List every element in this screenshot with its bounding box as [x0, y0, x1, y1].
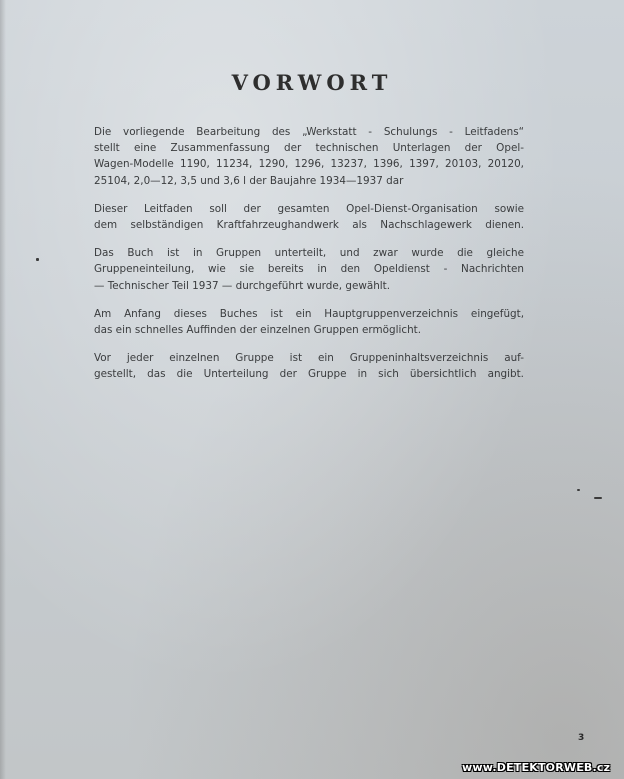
paragraph-1	[94, 124, 524, 189]
text-line: das ein schnelles Auffinden der einzelnen Gruppen ermöglicht.	[94, 324, 422, 337]
paragraph-2	[94, 201, 524, 233]
text-line: Das Buch ist in Gruppen unterteilt, und zwar wurde die gleiche	[94, 247, 524, 260]
watermark: www.DETEKTORWEB.cz	[462, 761, 611, 774]
text-line: 25104, 2,0—12, 3,5 und 3,6 l der Baujahre 1934—1937 dar	[94, 174, 404, 187]
paragraph-5	[94, 350, 524, 382]
text-line: Dieser Leitfaden soll der gesamten Opel-Dienst-Organisation sowie	[94, 202, 524, 215]
ink-speck	[594, 497, 602, 499]
page-number: 3	[578, 733, 585, 743]
paragraph-4	[94, 306, 524, 338]
paragraph-3	[94, 245, 524, 294]
text-line: Die vorliegende Bearbeitung des „Werkstatt - Schulungs - Leitfadens“	[94, 126, 524, 138]
foreword-body	[94, 124, 524, 395]
page-fold-shadow	[0, 0, 6, 779]
page-title: VORWORT	[231, 70, 393, 95]
ink-speck	[36, 258, 39, 261]
text-line: stellt eine Zusammenfassung der technischen Unterlagen der Opel-	[94, 142, 524, 155]
text-line: — Technischer Teil 1937 — durchgeführt wurde, gewählt.	[94, 279, 391, 292]
text-line: Wagen-Modelle 1190, 11234, 1290, 1296, 13237, 1396, 1397, 20103, 20120,	[94, 158, 524, 171]
text-line: dem selbständigen Kraftfahrzeughandwerk als Nachschlagewerk dienen.	[94, 219, 524, 232]
text-line: Vor jeder einzelnen Gruppe ist ein Gruppeninhaltsverzeichnis auf-	[94, 352, 524, 365]
text-line: Gruppeneinteilung, wie sie bereits in den Opeldienst - Nachrichten	[94, 263, 524, 276]
ink-speck	[577, 489, 580, 491]
text-line: gestellt, das die Unterteilung der Gruppe in sich übersichtlich angibt.	[94, 368, 524, 381]
text-line: Am Anfang dieses Buches ist ein Hauptgruppenverzeichnis eingefügt,	[94, 307, 524, 320]
